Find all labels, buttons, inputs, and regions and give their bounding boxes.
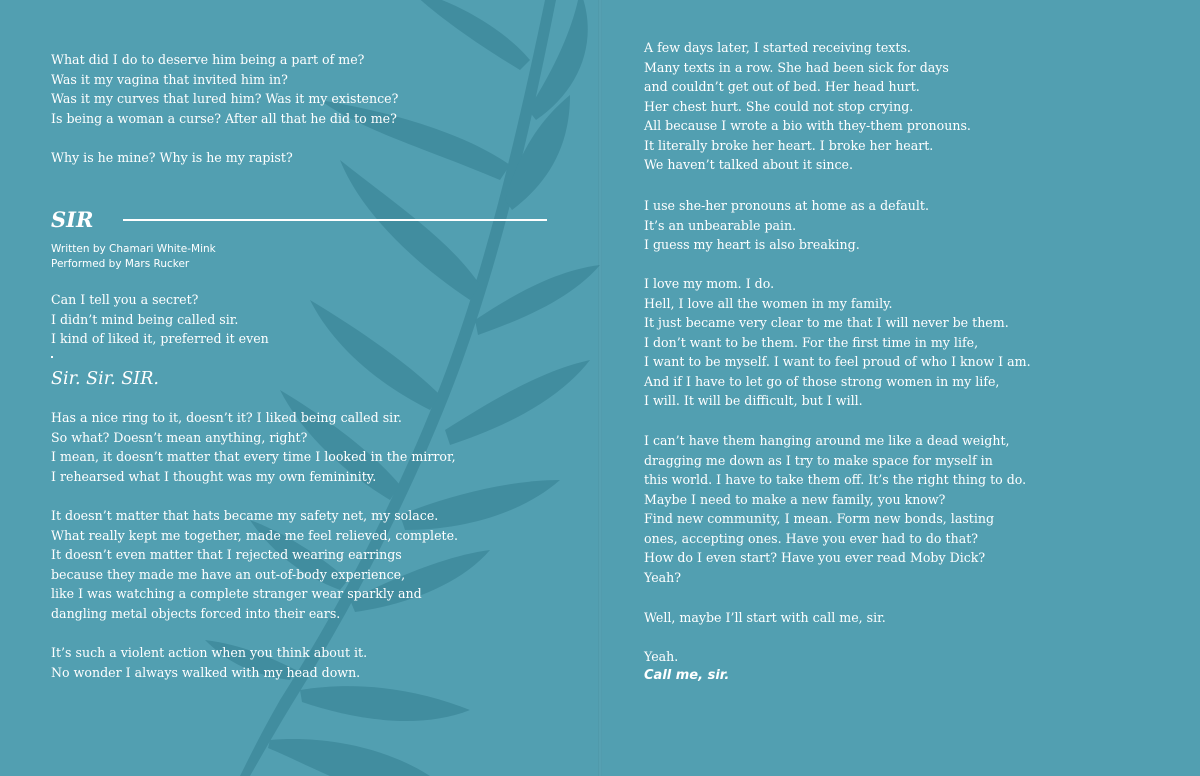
poem-credits — [51, 242, 216, 272]
poem-line: Find new community, I mean. Form new bonds, lasting — [644, 511, 995, 526]
title-rule — [123, 219, 547, 221]
poem-line: I mean, it doesn’t matter that every time I looked in the mirror, — [51, 449, 456, 464]
poem-line: How do I even start? Have you ever read Moby Dick? — [644, 550, 986, 565]
poem-line: this world. I have to take them off. It’s the right thing to do. — [644, 472, 1027, 487]
poem-line: Is being a woman a curse? After all that he did to me? — [51, 110, 397, 126]
right-stanza-5 — [644, 608, 886, 628]
poem-line: Well, maybe I’ll start with call me, sir. — [644, 610, 886, 625]
intro-stanza-2 — [51, 148, 293, 168]
poem-line: I kind of liked it, preferred it even — [51, 331, 269, 346]
poem-line: We haven’t talked about it since. — [644, 157, 854, 172]
poem-line: Can I tell you a secret? — [51, 292, 199, 307]
poem-line: I can’t have them hanging around me like a dead weight, — [644, 433, 1010, 448]
body-stanza-1 — [51, 408, 456, 486]
right-stanza-4 — [644, 431, 1026, 587]
right-stanza-1 — [644, 38, 971, 175]
poem-line: Has a nice ring to it, doesn’t it? I liked being called sir. — [51, 410, 402, 425]
poem-line: I use she-her pronouns at home as a default. — [644, 198, 929, 213]
right-stanza-6 — [644, 647, 678, 667]
poem-line: Hell, I love all the women in my family. — [644, 295, 893, 311]
right-stanza-3 — [644, 274, 1031, 411]
poem-line: What did I do to deserve him being a part of me? — [51, 52, 365, 67]
poem-line: I love my mom. I do. — [644, 276, 775, 291]
poem-line: like I was watching a complete stranger wear sparkly and — [51, 586, 422, 601]
poem-line: and couldn’t get out of bed. Her head hurt. — [644, 79, 920, 94]
body-stanza-3 — [51, 643, 367, 682]
poem-line: It’s an unbearable pain. — [644, 217, 797, 233]
written-by: Written by Chamari White-Mink — [51, 243, 216, 255]
page-gutter — [598, 0, 602, 776]
poem-line: I guess my heart is also breaking. — [644, 237, 860, 252]
poem-line: It just became very clear to me that I will never be them. — [644, 315, 1009, 330]
poem-line: It doesn’t matter that hats became my safety net, my solace. — [51, 508, 439, 523]
poem-line: dangling metal objects forced into their ears. — [51, 605, 341, 621]
poem-line: I don’t want to be them. For the first time in my life, — [644, 334, 979, 350]
opening-stanza — [51, 290, 269, 349]
poem-line: Many texts in a row. She had been sick for days — [644, 59, 949, 75]
intro-stanza-1 — [51, 50, 398, 128]
poem-line: ones, accepting ones. Have you ever had to do that? — [644, 530, 979, 546]
poem-line: It literally broke her heart. I broke her heart. — [644, 137, 934, 153]
poem-line: Was it my vagina that invited him in? — [51, 71, 288, 87]
poem-line: I didn’t mind being called sir. — [51, 311, 239, 327]
poem-line: All because I wrote a bio with they-them pronouns. — [644, 118, 971, 133]
poem-line: Her chest hurt. She could not stop crying. — [644, 98, 914, 114]
poem-line: What really kept me together, made me feel relieved, complete. — [51, 527, 459, 543]
poem-line: Maybe I need to make a new family, you know? — [644, 491, 946, 507]
poem-line: I rehearsed what I thought was my own femininity. — [51, 468, 377, 484]
body-stanza-2 — [51, 506, 458, 623]
poem-line: Why is he mine? Why is he my rapist? — [51, 150, 293, 165]
poem-line: I will. It will be difficult, but I will. — [644, 393, 863, 408]
performed-by: Performed by Mars Rucker — [51, 258, 190, 270]
poem-line: Yeah. — [644, 649, 679, 664]
poem-line: And if I have to let go of those strong women in my life, — [644, 373, 1000, 389]
poem-line: Was it my curves that lured him? Was it my existence? — [51, 91, 399, 106]
poem-line: So what? Doesn’t mean anything, right? — [51, 429, 308, 445]
poem-title: SIR — [51, 207, 94, 232]
poem-line: dragging me down as I try to make space for myself in — [644, 452, 993, 468]
poem-line: I want to be myself. I want to feel proud of who I know I am. — [644, 354, 1031, 369]
poem-line: Yeah? — [644, 569, 682, 585]
poem-line: No wonder I always walked with my head down. — [51, 664, 361, 680]
right-stanza-2 — [644, 196, 929, 255]
emphasis-line: Sir. Sir. SIR. — [51, 369, 159, 389]
poem-line: A few days later, I started receiving texts. — [644, 40, 911, 55]
poem-line: It doesn’t even matter that I rejected wearing earrings — [51, 547, 402, 562]
stray-dot — [51, 356, 53, 358]
poem-line: because they made me have an out-of-body experience, — [51, 566, 406, 582]
closing-line: Call me, sir. — [644, 668, 730, 683]
poem-line: It’s such a violent action when you think about it. — [51, 645, 368, 660]
